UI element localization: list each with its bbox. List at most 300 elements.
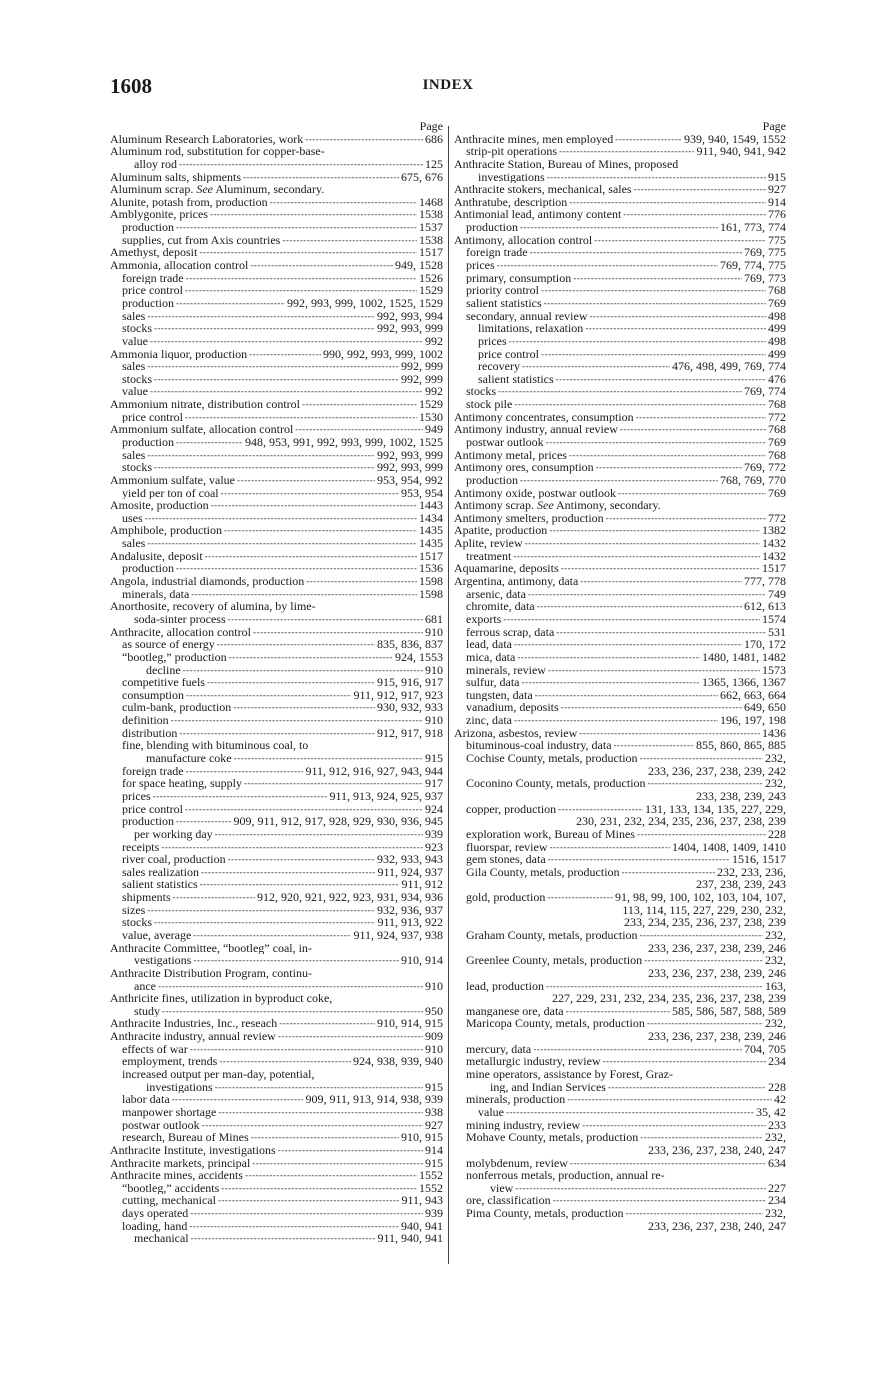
entry-term-text: ing, and Indian Services	[490, 1080, 606, 1094]
dot-leader	[176, 436, 243, 449]
dot-leader	[515, 1182, 766, 1195]
entry-term-text: manufacture coke	[146, 752, 232, 765]
entry-pages: 163,	[765, 979, 786, 993]
index-entry	[110, 815, 443, 828]
entry-term-text: arsenic, data	[466, 587, 526, 601]
entry-term-text: ance	[134, 979, 156, 993]
entry-pages: 910	[425, 714, 443, 727]
entry-term-text: study	[134, 1004, 161, 1018]
index-entry	[454, 967, 786, 980]
index-entry	[454, 550, 786, 563]
entry-term	[122, 537, 145, 550]
entry-term	[478, 335, 507, 348]
dot-leader	[513, 550, 760, 563]
entry-pages: 233, 238, 239, 243	[696, 789, 786, 803]
entry-term	[122, 234, 280, 247]
index-entry	[454, 588, 786, 601]
index-entry	[454, 664, 786, 677]
dot-leader	[623, 208, 766, 221]
entry-term-text: stock pile	[466, 398, 513, 411]
index-entry	[110, 777, 443, 790]
entry-term	[122, 866, 199, 879]
index-entry	[110, 916, 443, 929]
index-entry	[454, 158, 786, 171]
dot-leader	[191, 1232, 376, 1245]
entry-pages: 498	[768, 334, 786, 348]
dot-leader	[295, 423, 423, 436]
index-entry	[110, 499, 443, 512]
index-entry	[110, 411, 443, 424]
index-entry	[454, 310, 786, 323]
entry-pages: 915	[425, 752, 443, 765]
entry-term	[466, 701, 559, 714]
entry-pages: 911, 924, 937	[377, 865, 443, 879]
dot-leader	[207, 676, 375, 689]
entry-pages: 233, 236, 237, 238, 240, 247	[648, 1143, 786, 1157]
entry-term-text: exports	[466, 612, 502, 626]
page-column-label: Page	[762, 119, 786, 133]
entry-pages: 917	[425, 777, 443, 790]
entry-term-text: increased output per man-day, potential,	[122, 1068, 315, 1081]
entry-pages: 686	[425, 132, 443, 146]
index-entry	[110, 449, 443, 462]
index-entry	[110, 1005, 443, 1018]
index-entry	[454, 626, 786, 639]
entry-pages: 777, 778	[744, 575, 786, 588]
entry-term	[122, 461, 152, 474]
entry-term	[466, 689, 533, 702]
index-entry	[110, 701, 443, 714]
entry-term	[110, 626, 251, 639]
index-entry	[110, 613, 443, 626]
entry-term-text: value	[122, 385, 148, 399]
index-entry	[110, 828, 443, 841]
dot-leader	[596, 461, 742, 474]
dot-leader	[250, 259, 393, 272]
dot-leader	[514, 638, 742, 651]
index-entry	[454, 221, 786, 234]
entry-term	[122, 411, 183, 424]
dot-leader	[211, 499, 417, 512]
dot-leader	[528, 588, 766, 601]
entry-term	[466, 1017, 645, 1030]
entry-term-text: nonferrous metals, production, annual re-	[466, 1169, 665, 1182]
entry-term-text: alloy rod	[134, 157, 177, 171]
dot-leader	[535, 689, 718, 702]
entry-pages: 992, 993, 999, 1002, 1525, 1529	[287, 296, 443, 310]
entry-term	[122, 739, 308, 752]
entry-term-text: Anthricite fines, utilization in byproduct coke,	[110, 992, 333, 1005]
entry-term-text: stocks	[122, 372, 152, 386]
entry-term-text: price control	[478, 347, 539, 361]
index-entry	[454, 1005, 786, 1018]
dot-leader	[279, 1017, 375, 1030]
index-entry	[454, 651, 786, 664]
entry-pages: 233, 236, 237, 238, 239, 246	[648, 966, 786, 980]
dot-leader	[190, 1207, 423, 1220]
entry-term-text: production	[122, 436, 174, 449]
dot-leader	[608, 1081, 766, 1094]
entry-term-text: stocks	[466, 385, 496, 399]
entry-term	[454, 499, 661, 512]
dot-leader	[191, 588, 417, 601]
dot-leader	[614, 739, 694, 752]
index-entry	[454, 537, 786, 550]
entry-term-text: postwar outlook	[466, 436, 544, 449]
entry-term-text: ferrous scrap, data	[466, 625, 555, 639]
dot-leader	[183, 664, 423, 677]
entry-term-text: prices	[122, 789, 151, 803]
entry-term	[122, 904, 145, 917]
index-entry	[454, 1182, 786, 1195]
entry-term-text: Greenlee County, metals, production	[466, 954, 643, 967]
index-entry	[454, 866, 786, 879]
entry-pages: 914	[425, 1143, 443, 1157]
entry-term-text: soda-sinter process	[134, 612, 226, 626]
index-entry	[454, 512, 786, 525]
dot-leader	[185, 284, 417, 297]
entry-term-text: stocks	[122, 461, 152, 474]
index-entry	[110, 246, 443, 259]
entry-term-text: value	[478, 1105, 504, 1119]
entry-term	[466, 1157, 568, 1170]
entry-term	[454, 449, 567, 462]
dot-leader	[509, 335, 766, 348]
entry-term	[122, 714, 169, 727]
index-entry	[110, 1081, 443, 1094]
dot-leader	[150, 335, 423, 348]
entry-term-text: Antimony concentrates, consumption	[454, 410, 634, 424]
entry-term	[466, 1119, 580, 1132]
entry-term	[110, 171, 241, 184]
dot-leader	[626, 1207, 763, 1220]
index-entry	[454, 1157, 786, 1170]
entry-term-text: recovery	[478, 360, 520, 373]
entry-term-text: mining industry, review	[466, 1118, 581, 1132]
index-entry	[110, 664, 443, 677]
entry-pages: 131, 133, 134, 135, 227, 229,	[645, 802, 786, 816]
entry-term	[454, 487, 616, 500]
dot-leader	[278, 1030, 423, 1043]
dot-leader	[547, 171, 766, 184]
entry-term	[466, 588, 526, 601]
index-entry	[110, 866, 443, 879]
dot-leader	[176, 221, 417, 234]
entry-pages: 476	[768, 372, 786, 386]
index-entry	[454, 803, 786, 816]
entry-pages: 1517	[419, 549, 443, 563]
entry-pages: 772	[768, 511, 786, 525]
index-entry	[454, 828, 786, 841]
entry-pages: 910, 914	[401, 954, 443, 967]
dot-leader	[233, 701, 375, 714]
entry-term-text: consumption	[122, 688, 184, 702]
entry-pages: 1538	[419, 233, 443, 247]
entry-term	[134, 613, 226, 626]
entry-term	[454, 411, 634, 424]
entry-term	[110, 208, 208, 221]
entry-term	[122, 727, 177, 740]
entry-pages: 1480, 1481, 1482	[702, 650, 786, 664]
index-entry	[110, 208, 443, 221]
dot-leader	[228, 613, 423, 626]
entry-pages: 855, 860, 865, 885	[696, 739, 786, 753]
index-entry	[110, 297, 443, 310]
entry-term	[466, 1207, 624, 1220]
index-entry	[110, 752, 443, 765]
entry-term	[454, 525, 547, 538]
entry-pages: 1365, 1366, 1367	[702, 676, 786, 689]
index-entry	[110, 1131, 443, 1144]
dot-leader	[636, 411, 766, 424]
entry-pages: 932, 933, 943	[377, 853, 443, 866]
entry-term	[466, 626, 554, 639]
entry-pages: 196, 197, 198	[720, 714, 786, 727]
entry-term	[122, 651, 227, 664]
entry-term	[454, 727, 577, 740]
dot-leader	[221, 1182, 417, 1195]
dot-leader	[278, 1144, 423, 1157]
entry-term	[454, 423, 618, 436]
index-entry	[110, 562, 443, 575]
dot-leader	[150, 385, 423, 398]
dot-leader	[158, 980, 423, 993]
index-entry	[110, 1169, 443, 1182]
entry-term	[122, 449, 145, 462]
index-entry	[110, 423, 443, 436]
dot-leader	[530, 246, 742, 259]
dot-leader	[634, 183, 766, 196]
entry-term	[122, 929, 191, 942]
dot-leader	[176, 297, 285, 310]
entry-term	[454, 133, 613, 146]
entry-pages: 769	[768, 436, 786, 449]
dot-leader	[546, 436, 766, 449]
dot-leader	[525, 537, 760, 550]
entry-term	[466, 1043, 531, 1056]
entry-pages: 233, 236, 237, 238, 239, 242	[648, 764, 786, 778]
entry-term	[478, 1106, 504, 1119]
entry-term-text: Anthracite Industries, Inc., reseach	[110, 1017, 278, 1031]
index-entry	[110, 1093, 443, 1106]
dot-leader	[537, 600, 742, 613]
entry-term	[122, 701, 231, 714]
entry-pages: 681	[425, 612, 443, 626]
entry-term-text: research, Bureau of Mines	[122, 1131, 249, 1144]
entry-term	[110, 499, 209, 512]
entry-pages: 940, 941	[401, 1219, 443, 1233]
entry-pages: 835, 836, 837	[377, 638, 443, 651]
dot-leader	[566, 1005, 670, 1018]
index-entry	[454, 272, 786, 285]
index-entry	[110, 929, 443, 942]
index-entry	[110, 1144, 443, 1157]
entry-term	[122, 322, 152, 335]
entry-term-text: Mohave County, metals, production	[466, 1131, 639, 1144]
entry-term	[478, 348, 539, 361]
index-entry	[110, 626, 443, 639]
entry-term	[466, 664, 546, 677]
entry-term-text: Anthracite stokers, mechanical, sales	[454, 183, 632, 196]
dot-leader	[185, 803, 423, 816]
entry-term-text: Arizona, asbestos, review	[454, 726, 578, 740]
index-entry	[454, 878, 786, 891]
index-entry	[454, 1220, 786, 1233]
entry-term-text: investigations	[146, 1080, 213, 1094]
dot-leader	[522, 676, 700, 689]
dot-leader	[640, 752, 763, 765]
entry-term	[466, 866, 620, 879]
entry-term	[466, 954, 642, 967]
index-entry	[454, 954, 786, 967]
entry-pages: 232,	[765, 1207, 786, 1220]
entry-term-text: Anthracite Institute, investigations	[110, 1143, 276, 1157]
index-entry	[454, 1169, 786, 1182]
entry-term	[466, 777, 646, 790]
index-entry	[110, 360, 443, 373]
entry-pages: 1435	[419, 524, 443, 538]
index-entry	[110, 980, 443, 993]
entry-term-text: sales realization	[122, 865, 199, 879]
entry-term-text: Ammonia, allocation control	[110, 259, 249, 272]
dot-leader	[547, 891, 613, 904]
dot-leader	[147, 360, 399, 373]
entry-pages: 1436	[762, 726, 786, 740]
entry-pages: 990, 992, 993, 999, 1002	[323, 347, 443, 361]
index-entry	[110, 158, 443, 171]
dot-leader	[229, 651, 393, 664]
dot-leader	[251, 1131, 399, 1144]
entry-term	[110, 259, 248, 272]
dot-leader	[573, 272, 742, 285]
entry-term	[466, 310, 588, 323]
entry-term-text: Anthracite Station, Bureau of Mines, proposed	[454, 157, 679, 171]
entry-pages: 912, 917, 918	[377, 726, 443, 740]
entry-term	[454, 183, 632, 196]
entry-term-text: Amblygonite, prices	[110, 208, 208, 222]
index-entry	[454, 322, 786, 335]
entry-term	[466, 714, 512, 727]
index-entry	[454, 689, 786, 702]
dot-leader	[249, 348, 321, 361]
index-entry	[110, 853, 443, 866]
index-entry	[454, 765, 786, 778]
entry-pages: 992, 999	[401, 372, 443, 386]
index-entry	[110, 183, 443, 196]
entry-term	[478, 171, 545, 184]
index-entry	[454, 246, 786, 259]
entry-term	[122, 588, 189, 601]
index-entry	[454, 1119, 786, 1132]
entry-pages: 1529	[419, 284, 443, 297]
entry-pages: 237, 238, 239, 243	[696, 878, 786, 892]
entry-pages: 769, 774, 775	[720, 259, 786, 272]
entry-term-text: foreign trade	[122, 271, 184, 285]
entry-term-text: Andalusite, deposit	[110, 549, 203, 563]
entry-term-text: Alunite, potash from, production	[110, 195, 268, 209]
entry-term-text: Aluminum Research Laboratories, work	[110, 132, 304, 146]
dot-leader	[561, 562, 760, 575]
index-entry	[110, 1220, 443, 1233]
index-entry	[454, 145, 786, 158]
entry-pages: 768	[768, 448, 786, 462]
entry-pages: 233	[768, 1118, 786, 1132]
entry-term-text: distribution	[122, 726, 178, 740]
entry-term	[122, 512, 143, 525]
index-entry	[454, 335, 786, 348]
entry-term	[110, 145, 325, 158]
entry-term-text: production	[122, 296, 174, 310]
entry-term-text: effects of war	[122, 1042, 188, 1056]
entry-term-text: molybdenum, review	[466, 1156, 568, 1170]
index-entry	[454, 1081, 786, 1094]
dot-leader	[200, 878, 400, 891]
index-entry	[454, 373, 786, 386]
entry-term	[454, 575, 578, 588]
entry-pages: 1552	[419, 1169, 443, 1182]
entry-pages: 775	[768, 233, 786, 247]
entry-term-text: minerals, data	[122, 587, 190, 601]
entry-term-text: lead, data	[466, 638, 512, 651]
dot-leader	[162, 1005, 423, 1018]
entry-pages: 949	[425, 423, 443, 437]
entry-pages: 768	[768, 398, 786, 411]
entry-term-text: vestigations	[134, 954, 192, 967]
entry-term-text: mica, data	[466, 650, 516, 664]
entry-term	[122, 1131, 249, 1144]
dot-leader	[559, 145, 694, 158]
dot-leader	[215, 1081, 423, 1094]
entry-term-text: value	[122, 334, 148, 348]
dot-leader	[544, 297, 766, 310]
dot-leader	[514, 714, 718, 727]
entry-pages: 1574	[762, 612, 786, 626]
dot-leader	[154, 461, 375, 474]
entry-pages: 233, 236, 237, 238, 239, 246	[648, 941, 786, 955]
entry-term	[466, 651, 515, 664]
dot-leader	[270, 196, 417, 209]
index-entry	[110, 1068, 443, 1081]
index-entry	[110, 1194, 443, 1207]
entry-term	[134, 828, 213, 841]
entry-term	[466, 841, 548, 854]
dot-leader	[590, 310, 767, 323]
dot-leader	[520, 221, 718, 234]
entry-term-text: sales	[122, 309, 146, 323]
index-entry	[110, 335, 443, 348]
entry-pages: 228	[768, 827, 786, 841]
entry-term	[110, 183, 324, 196]
dot-leader	[514, 398, 766, 411]
entry-term-text: Aluminum rod, substitution for copper-base-	[110, 145, 325, 158]
entry-term	[478, 373, 554, 386]
entry-pages: 911, 913, 922	[377, 916, 443, 929]
entry-term	[466, 803, 556, 816]
entry-pages: 531	[768, 625, 786, 639]
index-entry	[110, 133, 443, 146]
entry-term-text: production	[466, 221, 518, 234]
entry-term-text: priority control	[466, 284, 539, 297]
index-entry	[454, 891, 786, 904]
index-entry	[454, 1043, 786, 1056]
dot-leader	[218, 1194, 399, 1207]
entry-term	[122, 1194, 216, 1207]
page-title: INDEX	[422, 77, 474, 93]
page-header	[110, 74, 786, 104]
entry-pages: 769, 775	[744, 246, 786, 260]
entry-term	[454, 158, 678, 171]
dot-leader	[154, 373, 399, 386]
